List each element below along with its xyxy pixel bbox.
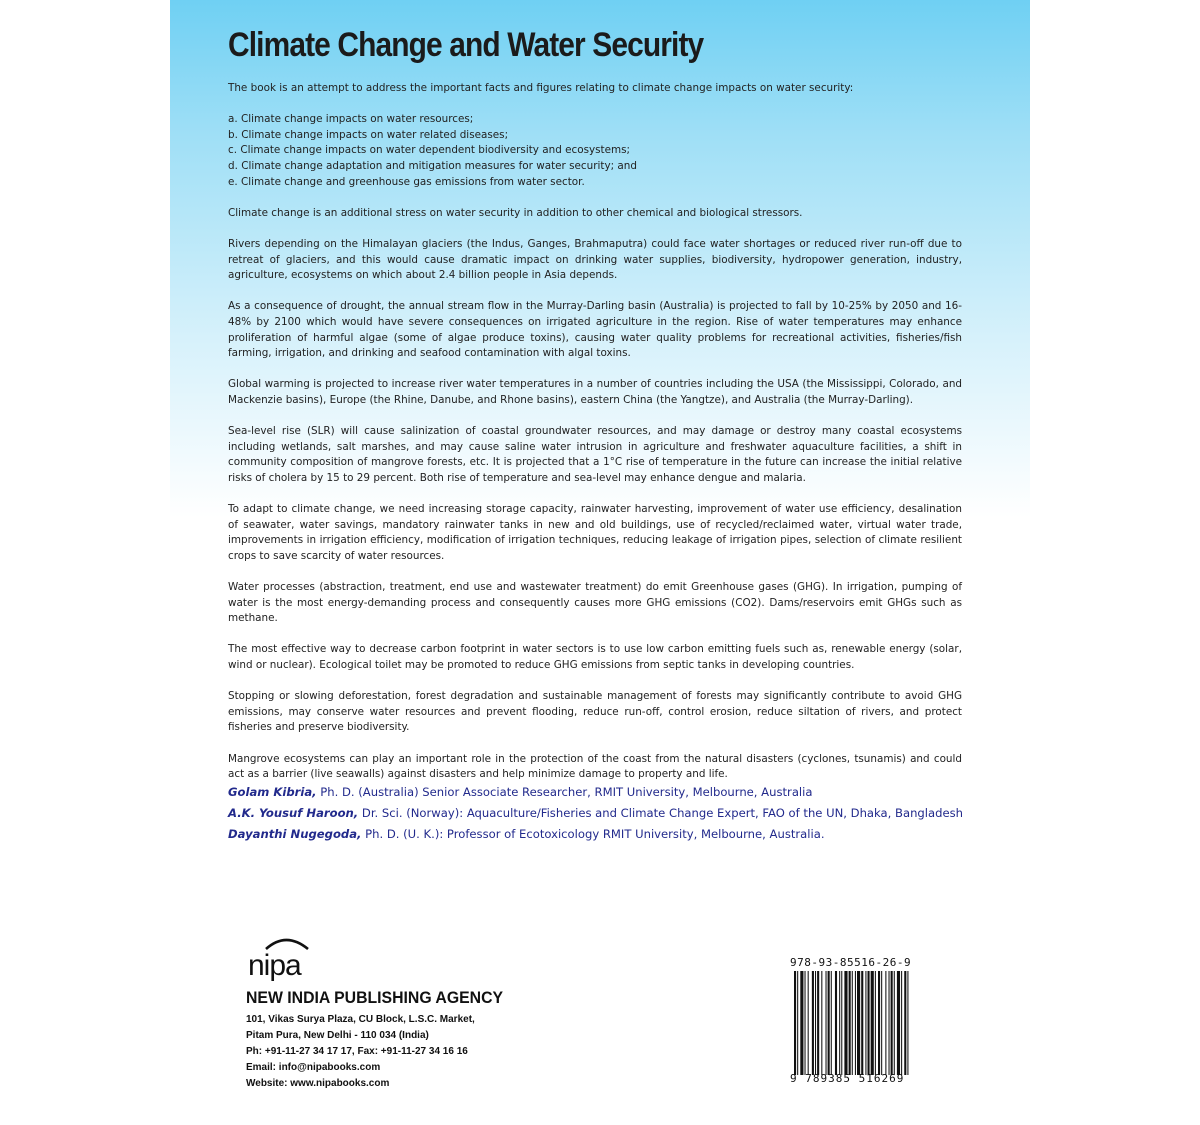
barcode-bar [871,971,874,1075]
barcode-bar [835,971,837,1075]
logo-text: nipa [248,949,301,982]
author-detail: Ph. D. (Australia) Senior Associate Researcher, RMIT University, Melbourne, Australia [316,785,813,799]
barcode-bar [875,971,876,1075]
body-paragraph: Sea-level rise (SLR) will cause salinization of coastal groundwater resources, and may damage or destroy many coastal ecosystems including wetlands, salt marshes, and may cause saline water intrusion in agriculture and freshwater aquaculture facilities, a shift in community composition of mangrove forests, etc. It is projected that a 1°C rise of temperature in the future can increase the initial relative risks of cholera by 15 to 29 percent. Both rise of temperature and sea-level may enhance dengue and malaria. [228,425,962,484]
website-line: Website: www.nipabooks.com [246,1078,390,1089]
phone-line: Ph: +91-11-27 34 17 17, Fax: +91-11-27 34 16 16 [246,1046,468,1057]
back-cover [170,0,1030,1125]
barcode-bar [878,971,880,1075]
barcode-bar [831,971,832,1075]
author-detail: Dr. Sci. (Norway): Aquaculture/Fisheries and Climate Change Expert, FAO of the UN, Dhaka, Bangladesh [358,806,963,820]
publisher-block [246,935,504,1089]
topic-list [228,112,962,190]
topic-item: e. Climate change and greenhouse gas emissions from water sector. [228,175,585,188]
body-paragraph: The most effective way to decrease carbon footprint in water sectors is to use low carbon emitting fuels such as, renewable energy (solar, wind or nuclear). Ecological toilet may be promoted to reduce GHG emissions from septic tanks in developing countries. [228,643,962,671]
barcode-bar [797,971,798,1075]
barcode-bar [794,971,796,1075]
barcode-bar [805,971,806,1075]
barcode-bar [904,971,906,1075]
topic-item: a. Climate change impacts on water resources; [228,113,474,126]
body-paragraph: Rivers depending on the Himalayan glaciers (the Indus, Ganges, Brahmaputra) could face water shortages or reduced river run-off due to retreat of glaciers, and this would cause dramatic impact on drinking water supplies, biodiversity, hydropower generation, industry, agriculture, ecosystems on which about 2.4 billion people in Asia depends. [228,237,962,282]
email-line: Email: info@nipabooks.com [246,1062,381,1073]
isbn-number: 978-93-85516-26-9 [790,956,912,969]
author-name: Dayanthi Nugegoda, [228,827,362,841]
barcode-bar [808,971,809,1075]
barcode-bar [817,971,819,1075]
barcode-bar [868,971,870,1075]
address-line: 101, Vikas Surya Plaza, CU Block, L.S.C. Market, [246,1014,475,1025]
topic-item: b. Climate change impacts on water related diseases; [228,128,509,141]
author-line [228,782,963,803]
body-paragraph: As a consequence of drought, the annual stream flow in the Murray-Darling basin (Australia) is projected to fall by 10-25% by 2050 and 16-48% by 2100 which would have severe consequences on irrigated agriculture in the region. Rise of water temperatures may enhance proliferation of harmful algae (some of algae produce toxins), causing water quality problems for recreational activities, fisheries/fish farming, irrigation, and drinking and seafood contamination with algal toxins. [228,300,962,360]
address-line: Pitam Pura, New Delhi - 110 034 (India) [246,1030,429,1041]
barcode-bar [889,971,890,1075]
author-name: A.K. Yousuf Haroon, [228,806,359,820]
body-paragraph: To adapt to climate change, we need increasing storage capacity, rainwater harvesting, improvement of water use efficiency, desalination of seawater, water savings, mandatory rainwater tanks in new and old buildings, use of recycled/reclaimed water, virtual water trade, improvements in irrigation efficiency, modification of irrigation techniques, reducing leakage of irrigation pipes, selection of climate resilient crops to save scarcity of water resources. [228,503,962,562]
barcode-bar [907,971,908,1075]
barcode-bar [844,971,847,1075]
barcode-bar [901,971,902,1075]
barcode-bar [852,971,853,1075]
barcode-bar [800,971,803,1075]
body-paragraph: Water processes (abstraction, treatment, end use and wastewater treatment) do emit Greenhouse gases (GHG). In irrigation, pumping of water is the most energy-demanding process and consequently causes more GHG emissions (CO2). Dams/reservoirs emit GHGs such as methane. [228,581,962,625]
intro-paragraph: The book is an attempt to address the important facts and figures relating to climate change impacts on water security: [228,82,854,94]
barcode-bar [881,971,882,1075]
barcode-bar [857,971,860,1075]
author-line [228,803,963,824]
barcode-icon [790,971,942,1075]
barcode-bar [861,971,863,1075]
author-list [228,782,963,845]
body-paragraph: Global warming is projected to increase river water temperatures in a number of countries including the USA (the Mississippi, Colorado, and Mackenzie basins), Europe (the Rhine, Danube, and Rhone basins), eastern China (the Yangtze), and Australia (the Murray-Darling). [228,378,962,406]
blurb [228,81,962,798]
barcode-bar [885,971,886,1075]
barcode-bar [849,971,851,1075]
barcode-bar [828,971,830,1075]
body-paragraph: Stopping or slowing deforestation, forest degradation and sustainable management of forests may significantly contribute to avoid GHG emissions, may conserve water resources and prevent flooding, reduce run-off, control erosion, reduce siltation of rivers, and protect fisheries and preserve biodiversity. [228,690,962,734]
body-paragraph: Mangrove ecosystems can play an important role in the protection of the coast from the natural disasters (cyclones, tsunamis) and could act as a barrier (live seawalls) against disasters and help minimize damage to property and life. [228,752,962,781]
barcode-bar [865,971,866,1075]
isbn-barcode [790,956,946,1085]
nipa-logo [246,935,318,989]
barcode-bar [812,971,814,1075]
barcode-bar [839,971,840,1075]
barcode-bar [897,971,900,1075]
author-detail: Ph. D. (U. K.): Professor of Ecotoxicology RMIT University, Melbourne, Australia. [361,827,825,841]
barcode-bar [841,971,842,1075]
topic-item: c. Climate change impacts on water dependent biodiversity and ecosystems; [228,144,631,157]
barcode-bar [891,971,893,1075]
barcode-bar [855,971,856,1075]
publisher-name: NEW INDIA PUBLISHING AGENCY [246,988,504,1007]
body-paragraph: Climate change is an additional stress on water security in addition to other chemical and biological stressors. [228,206,803,219]
publisher-contact [246,1012,546,1092]
book-title: Climate Change and Water Security [228,26,704,64]
barcode-bar [894,971,895,1075]
barcode-digits: 9 789385 516269 [790,1072,905,1085]
topic-item: d. Climate change adaptation and mitigation measures for water security; and [228,159,637,172]
author-name: Golam Kibria, [228,785,317,799]
author-line [228,824,963,845]
barcode-bar [821,971,822,1075]
barcode-bar [826,971,827,1075]
barcode-bar [815,971,816,1075]
